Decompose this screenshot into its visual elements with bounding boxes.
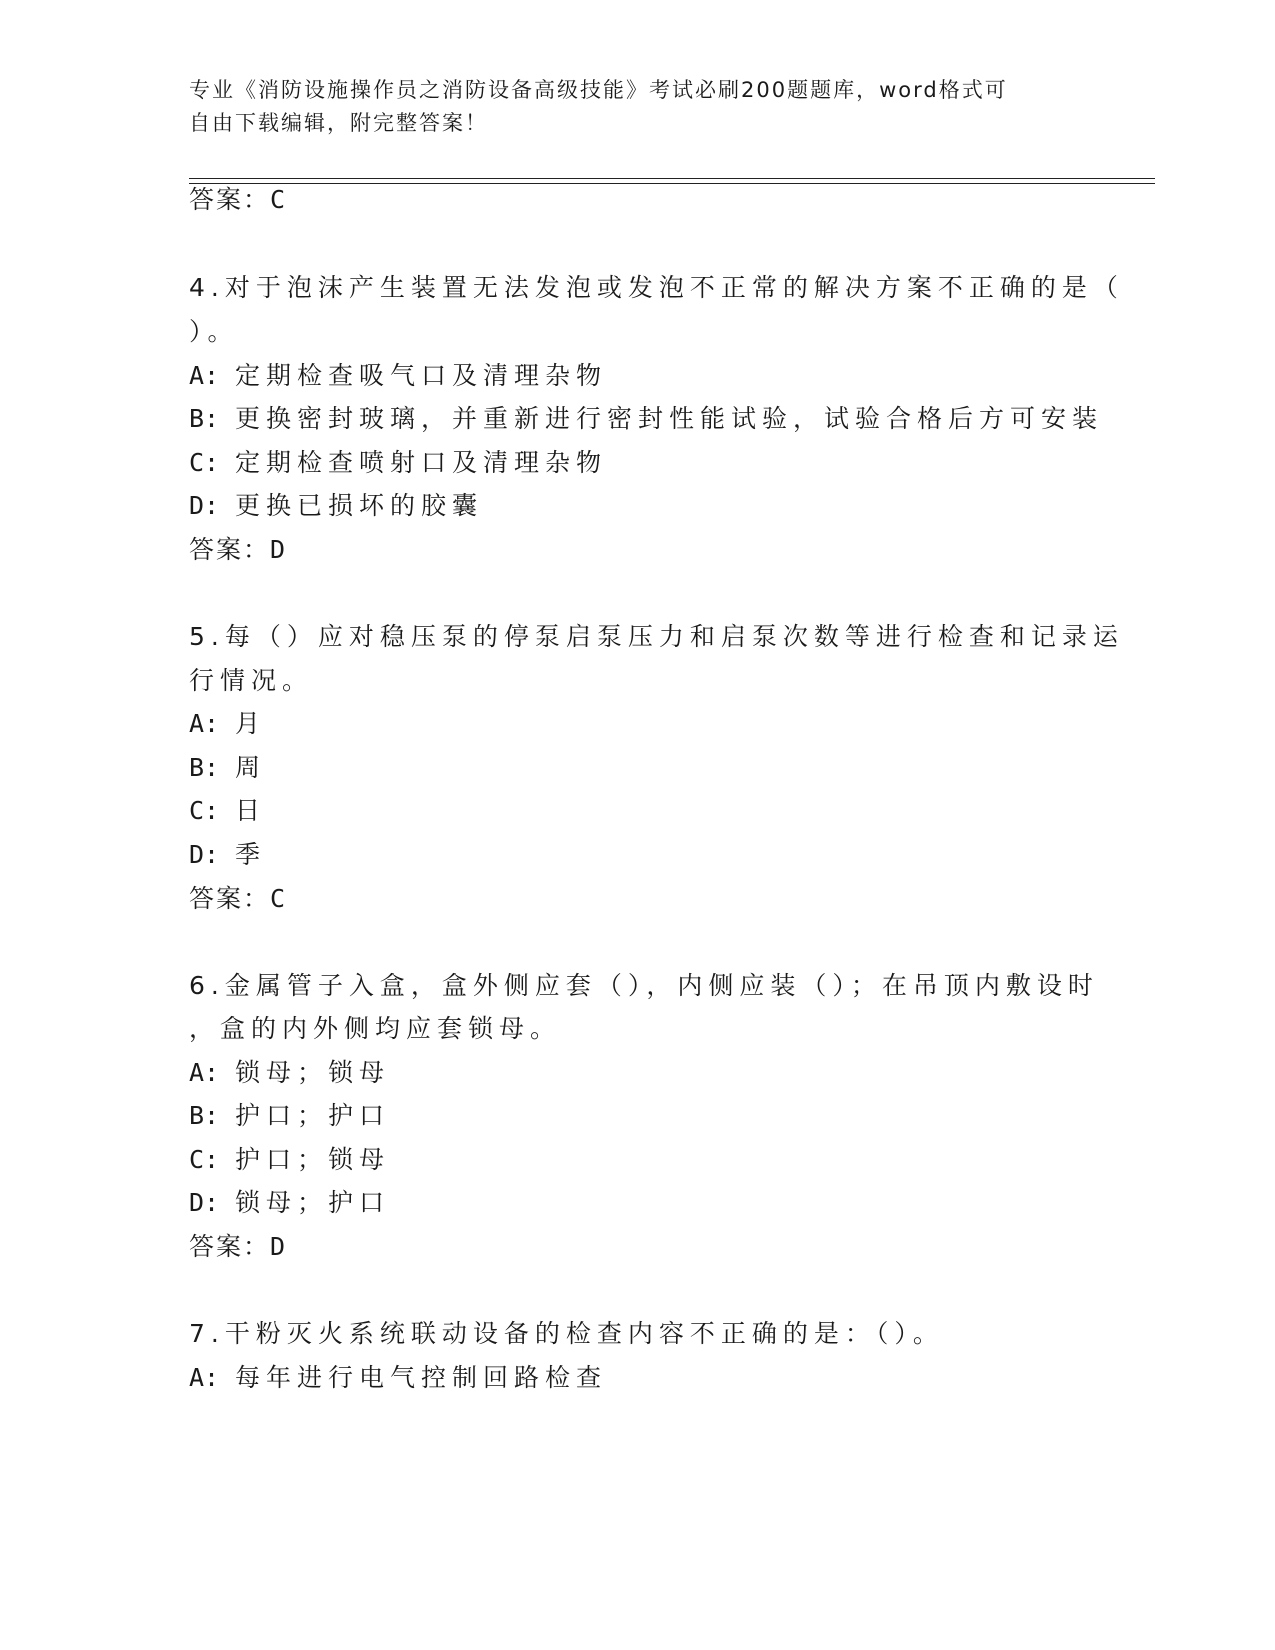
- option-letter: D:: [189, 1188, 220, 1217]
- option-text: 月: [235, 709, 267, 738]
- question-4-option-a: [189, 361, 607, 391]
- option-text: 季: [235, 840, 267, 869]
- question-5-option-b: [189, 753, 266, 783]
- answer-label: 答案：: [189, 884, 271, 913]
- option-text: 日: [235, 796, 267, 825]
- option-letter: A:: [189, 1363, 220, 1392]
- question-6-line-1: 6.金属管子入盒，盒外侧应套（），内侧应装（）；在吊顶内敷设时: [189, 971, 1099, 1000]
- question-6-line-2: ，盒的内外侧均应套锁母。: [189, 1014, 562, 1043]
- question-5-line-1: 5.每（）应对稳压泵的停泵启泵压力和启泵次数等进行检查和记录运: [189, 622, 1124, 651]
- question-7-option-a: [189, 1363, 607, 1393]
- option-letter: B:: [189, 1101, 220, 1130]
- question-7-line-1: 7.干粉灭火系统联动设备的检查内容不正确的是：（）。: [189, 1319, 944, 1348]
- answer-value: C: [270, 185, 286, 214]
- option-text: 护口；锁母: [235, 1145, 391, 1174]
- question-5-option-a: [189, 709, 266, 739]
- option-text: 定期检查吸气口及清理杂物: [235, 361, 608, 390]
- question-4-line-2: ）。: [189, 317, 239, 346]
- header-line-2: 自由下载编辑，附完整答案！: [189, 111, 488, 135]
- option-letter: C:: [189, 448, 220, 477]
- option-letter: C:: [189, 796, 220, 825]
- option-text: 锁母；锁母: [235, 1058, 391, 1087]
- answer-value: D: [270, 535, 286, 564]
- header-rule-bottom: [189, 183, 1155, 184]
- option-text: 更换已损坏的胶囊: [235, 491, 484, 520]
- answer-label: 答案：: [189, 185, 271, 214]
- option-letter: A:: [189, 361, 220, 390]
- question-5-line-2: 行情况。: [189, 666, 314, 695]
- question-4-option-b: [189, 404, 1103, 434]
- question-5-option-d: [189, 840, 266, 870]
- question-6-answer: [189, 1232, 285, 1262]
- answer-value: D: [270, 1232, 286, 1261]
- option-letter: B:: [189, 753, 220, 782]
- question-6-option-a: [189, 1058, 390, 1088]
- answer-label: 答案：: [189, 535, 271, 564]
- question-4-line-1: 4.对于泡沫产生装置无法发泡或发泡不正常的解决方案不正确的是（: [189, 273, 1124, 302]
- question-6-option-c: [189, 1145, 390, 1175]
- option-letter: B:: [189, 404, 220, 433]
- option-text: 周: [235, 753, 267, 782]
- question-4-option-c: [189, 448, 607, 478]
- option-letter: A:: [189, 709, 220, 738]
- option-letter: C:: [189, 1145, 220, 1174]
- answer-value: C: [270, 884, 286, 913]
- option-text: 每年进行电气控制回路检查: [235, 1363, 608, 1392]
- option-letter: A:: [189, 1058, 220, 1087]
- answer-label: 答案：: [189, 1232, 271, 1261]
- question-4-answer: [189, 535, 285, 565]
- header-line-1: 专业《消防设施操作员之消防设备高级技能》考试必刷200题题库，word格式可: [189, 78, 1008, 102]
- option-text: 定期检查喷射口及清理杂物: [235, 448, 608, 477]
- question-4-option-d: [189, 491, 483, 521]
- question-6-option-b: [189, 1101, 390, 1131]
- answer-prev: [189, 185, 285, 215]
- option-text: 护口；护口: [235, 1101, 391, 1130]
- document-header: [189, 74, 1069, 140]
- question-5-answer: [189, 884, 285, 914]
- option-text: 锁母；护口: [235, 1188, 391, 1217]
- question-5-option-c: [189, 796, 266, 826]
- header-rule-top: [189, 178, 1155, 179]
- option-letter: D:: [189, 491, 220, 520]
- option-letter: D:: [189, 840, 220, 869]
- option-text: 更换密封玻璃，并重新进行密封性能试验，试验合格后方可安装: [235, 404, 1104, 433]
- question-6-option-d: [189, 1188, 390, 1218]
